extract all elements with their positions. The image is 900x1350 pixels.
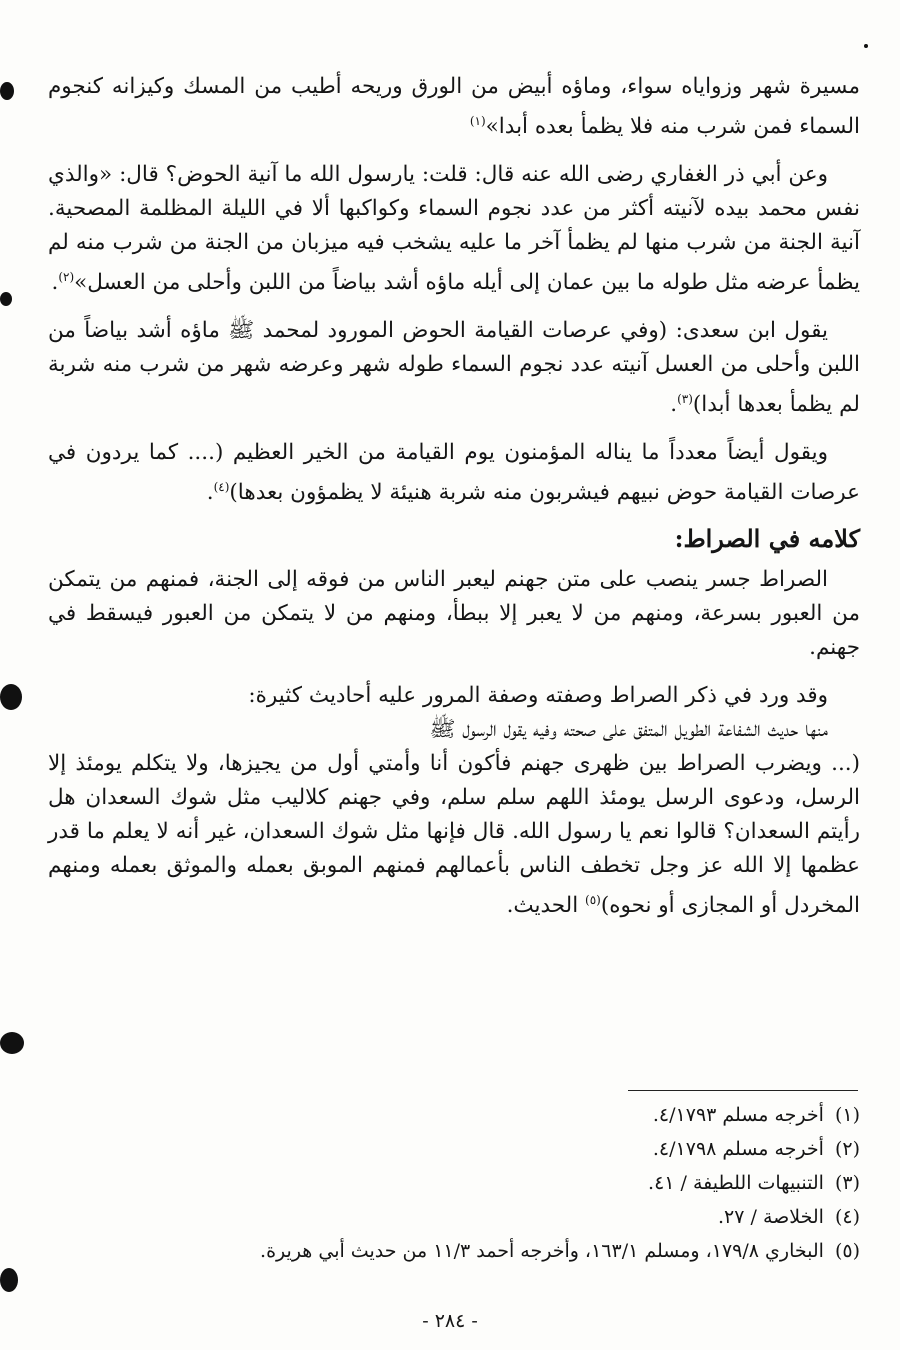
footnote-item bbox=[48, 1234, 860, 1268]
scan-blot bbox=[0, 82, 14, 100]
footnote-ref-2: (٢) bbox=[58, 270, 75, 285]
paragraph-4-text: ويقول أيضاً معدداً ما يناله المؤمنون يوم القيامة من الخير العظيم (.... كما يردون في عرصات القيامة حوض نبيهم فيشربون منه شربة هنيئة لا يظمؤون بعدها) bbox=[48, 440, 860, 506]
scan-blot bbox=[0, 1032, 24, 1054]
footnote-text: أخرجه مسلم ٤/١٧٩٣. bbox=[652, 1104, 824, 1126]
footnotes bbox=[48, 1098, 860, 1268]
paragraph-1 bbox=[48, 70, 860, 144]
footnote-text: أخرجه مسلم ٤/١٧٩٨. bbox=[652, 1138, 824, 1160]
paragraph-2-text: وعن أبي ذر الغفاري رضى الله عنه قال: قلت: يارسول الله ما آنية الحوض؟ قال: «والذي نفس محمد بيده لآنيته أكثر من عدد نجوم السماء وكواكبها ألا في الليلة المظلمة المصحية. آنية الجنة من شرب منها لم يظمأ آخر ما عليه يشخب فيه ميزبان من الجنة من شرب منه لم يظمأ عرضه مثل طوله ما بين عمان إلى أيله ماؤه أشد بياضاً من اللبن وأحلى من العسل» bbox=[48, 162, 860, 296]
paragraph-4: ويقول أيضاً معدداً ما يناله المؤمنون يوم القيامة من الخير العظيم (.... كما يردون في عرصات القيامة حوض نبيهم فيشربون منه شربة هنيئة لا يظمؤون بعدها)$^{(٤)}$. bbox=[48, 440, 860, 506]
scan-blot bbox=[0, 1268, 18, 1292]
footnote-number: (٤) bbox=[834, 1206, 860, 1228]
paragraph-3: يقول ابن سعدى: (وفي عرصات القيامة الحوض المورود لمحمد ﷺ ماؤه أشد بياضاً من اللبن وأحلى من العسل آنيته عدد نجوم السماء طوله شهر وعرضه شهر من شرب منه شربة لم يظمأ بعدها أبدا)$^{(٣)}$. bbox=[48, 318, 860, 418]
scan-blot bbox=[0, 684, 22, 710]
footnote-ref-4: (٤) bbox=[213, 480, 230, 495]
footnote-item bbox=[48, 1098, 860, 1132]
footnote-number: (١) bbox=[834, 1104, 860, 1126]
footnote-number: (٣) bbox=[834, 1172, 860, 1194]
footnote-ref-3: (٣) bbox=[677, 392, 693, 407]
footnote-text: البخاري ١٧٩/٨، ومسلم ١٦٣/١، وأخرجه أحمد ١١/٣ من حديث أبي هريرة. bbox=[260, 1240, 824, 1262]
footnote-number: (٢) bbox=[834, 1138, 860, 1160]
footnote-ref-5: (٥) bbox=[585, 892, 601, 907]
footnote-text: التنبيهات اللطيفة / ٤١. bbox=[648, 1172, 824, 1194]
footnote-item bbox=[48, 1200, 860, 1234]
footnote-item bbox=[48, 1132, 860, 1166]
paragraph-7: منها حديث الشفاعة الطويل المتفق على صحته وفيه يقول الرسول ﷺ bbox=[429, 716, 828, 742]
paragraph-8-text: (... ويضرب الصراط بين ظهرى جهنم فأكون أنا وأمتي أول من يجيزها، ولا يتكلم يومئذ إلا الرسل، ودعوى الرسل يومئذ اللهم سلم سلم، وفي جهنم كلاليب مثل شوك السعدان هل رأيتم السعدان؟ قالوا نعم يا رسول الله. قال فإنها مثل شوك السعدان، غير أنه لا يعلم ما قدر عظمها إلا الله عز وجل تخطف الناس بأعمالهم فمنهم الموبق بعمله والموثق بعمله ومنهم المخردل أو المجازى أو نحوه) bbox=[48, 750, 860, 918]
paragraph-2: وعن أبي ذر الغفاري رضى الله عنه قال: قلت: يارسول الله ما آنية الحوض؟ قال: «والذي نفس محمد بيده لآنيته أكثر من عدد نجوم السماء وكواكبها ألا في الليلة المظلمة المصحية. آنية الجنة من شرب منها لم يظمأ آخر ما عليه يشخب فيه ميزبان من الجنة من شرب منه لم يظمأ عرضه مثل طوله ما بين عمان إلى أيله ماؤه أشد بياضاً من اللبن وأحلى من العسل»$^{(٢)}$. bbox=[48, 162, 860, 296]
footnote-text: الخلاصة / ٢٧. bbox=[718, 1206, 824, 1228]
footnote-number: (٥) bbox=[834, 1240, 860, 1262]
footnote-ref-1: (١) bbox=[469, 114, 486, 128]
paragraph-6: وقد ورد في ذكر الصراط وصفته وصفة المرور عليه أحاديث كثيرة: bbox=[248, 682, 828, 708]
page-body bbox=[48, 70, 860, 923]
footnote-item bbox=[48, 1166, 860, 1200]
paragraph-5: الصراط جسر ينصب على متن جهنم ليعبر الناس من فوقه إلى الجنة، فمنهم من يتمكن من العبور بسرعة، ومنهم من لا يعبر إلا ببطأ، ومنهم من لا يتمكن من العبور فيسقط في جهنم. bbox=[48, 566, 860, 660]
paragraph-1-text: مسيرة شهر وزواياه سواء، وماؤه أبيض من الورق وريحه أطيب من المسك وكيزانه كنجوم السماء فمن شرب منه فلا يظمأ بعده أبدا» bbox=[48, 74, 860, 140]
scan-dot bbox=[864, 44, 868, 48]
paragraph-3-text: يقول ابن سعدى: (وفي عرصات القيامة الحوض المورود لمحمد ﷺ ماؤه أشد بياضاً من اللبن وأحلى من العسل آنيته عدد نجوم السماء طوله شهر وعرضه شهر من شرب منه شربة لم يظمأ بعدها أبدا) bbox=[48, 318, 860, 418]
page-number: - ٢٨٤ - bbox=[422, 1310, 478, 1332]
scan-blot bbox=[0, 292, 12, 306]
paragraph-8-tail: الحديث. bbox=[506, 892, 586, 918]
footnote-divider bbox=[628, 1090, 858, 1091]
paragraph-8 bbox=[48, 747, 860, 923]
section-heading: كلامه في الصراط: bbox=[674, 523, 860, 553]
